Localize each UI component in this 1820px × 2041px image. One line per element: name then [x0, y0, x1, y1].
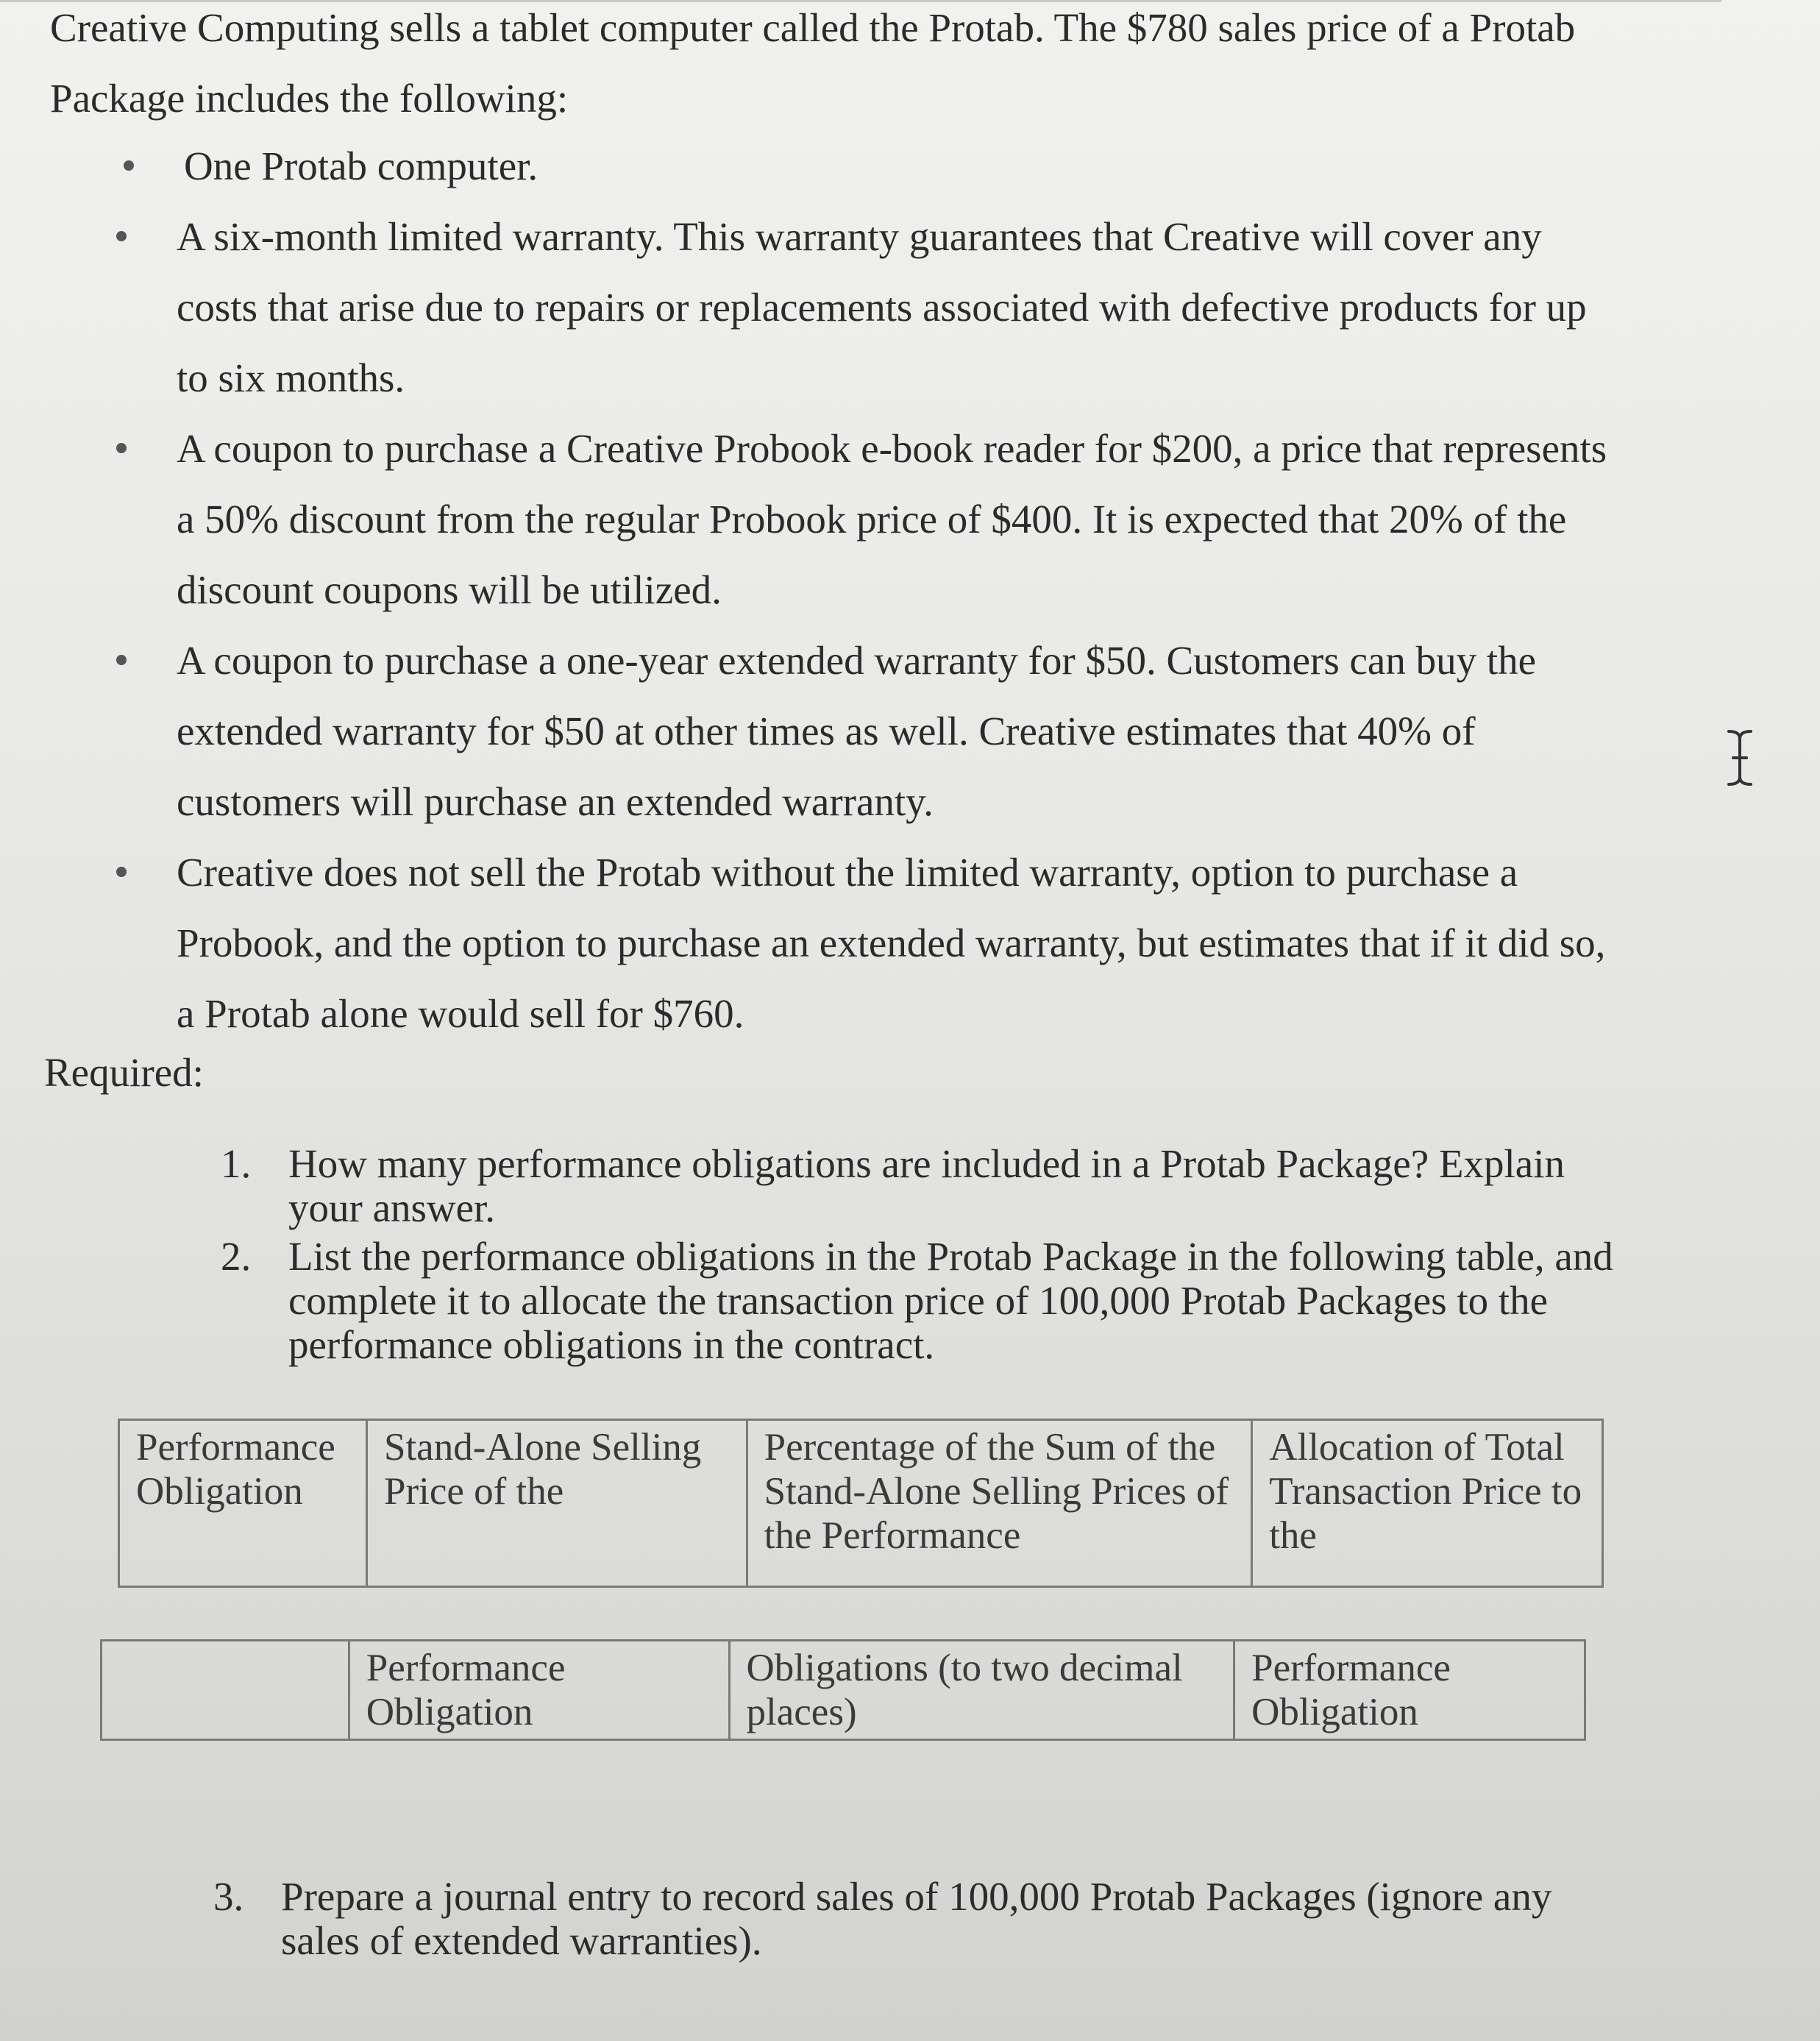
list-item	[177, 625, 1618, 837]
required-heading: Required:	[44, 1050, 204, 1095]
intro-paragraph: Creative Computing sells a tablet computer called the Protab. The $780 sales price of a Protab Package includes the following:	[50, 5, 1576, 121]
table-cell: Performance Obligation	[349, 1641, 729, 1740]
list-item-text: One Protab computer.	[184, 143, 538, 188]
table-cell: Performance Obligation	[1234, 1641, 1585, 1740]
question-item	[213, 1875, 1611, 1963]
list-item	[177, 837, 1618, 1049]
question-item	[221, 1235, 1618, 1367]
question-number: 2.	[221, 1234, 252, 1279]
question-number: 3.	[213, 1874, 244, 1919]
list-item	[184, 131, 1618, 202]
package-items-list	[177, 131, 1618, 1049]
table-cell[interactable]	[102, 1641, 349, 1740]
list-item-text: A six-month limited warranty. This warranty guarantees that Creative will cover any costs that arise due to repairs or replacements associated with defective products for up to six months.	[177, 214, 1587, 400]
table-row	[119, 1420, 1603, 1587]
bullet-icon	[116, 867, 127, 877]
bullet-icon	[116, 443, 127, 453]
allocation-table-continued	[100, 1639, 1586, 1741]
list-item	[177, 413, 1618, 625]
bullet-icon	[116, 655, 127, 665]
question-item	[221, 1142, 1618, 1230]
table-cell: Allocation of Total Transaction Price to the	[1252, 1420, 1603, 1587]
table-cell: Obligations (to two decimal places)	[729, 1641, 1234, 1740]
list-item	[177, 202, 1618, 413]
required-questions-continued	[213, 1875, 1611, 1963]
bullet-icon	[124, 160, 134, 171]
allocation-table-header	[118, 1419, 1604, 1588]
table-cell: Percentage of the Sum of the Stand-Alone Selling Prices of the Performance	[747, 1420, 1252, 1587]
list-item-text: A coupon to purchase a Creative Probook e-book reader for $200, a price that represents a 50% discount from the regular Probook price of $400. It is expected that 20% of the discount coupons will be utilized.	[177, 426, 1607, 612]
list-item-text: A coupon to purchase a one-year extended warranty for $50. Customers can buy the extended warranty for $50 at other times as well. Creative estimates that 40% of customers will purchase an extended warranty.	[177, 638, 1537, 824]
table-row	[102, 1641, 1585, 1740]
question-text: Prepare a journal entry to record sales of 100,000 Protab Packages (ignore any sales of extended warranties).	[281, 1874, 1552, 1963]
required-questions	[221, 1142, 1618, 1371]
list-item-text: Creative does not sell the Protab without the limited warranty, option to purchase a Probook, and the option to purchase an extended warranty, but estimates that if it did so, a Protab alone would sell for $760.	[177, 850, 1606, 1036]
question-text: List the performance obligations in the Protab Package in the following table, and complete it to allocate the transaction price of 100,000 Protab Packages to the performance obligations in the contract.	[288, 1234, 1613, 1367]
question-text: How many performance obligations are included in a Protab Package? Explain your answer.	[288, 1141, 1565, 1230]
text-cursor-icon	[1721, 728, 1758, 787]
table-cell: Performance Obligation	[119, 1420, 367, 1587]
question-number: 1.	[221, 1141, 252, 1186]
bullet-icon	[116, 231, 127, 241]
table-cell: Stand-Alone Selling Price of the	[366, 1420, 747, 1587]
